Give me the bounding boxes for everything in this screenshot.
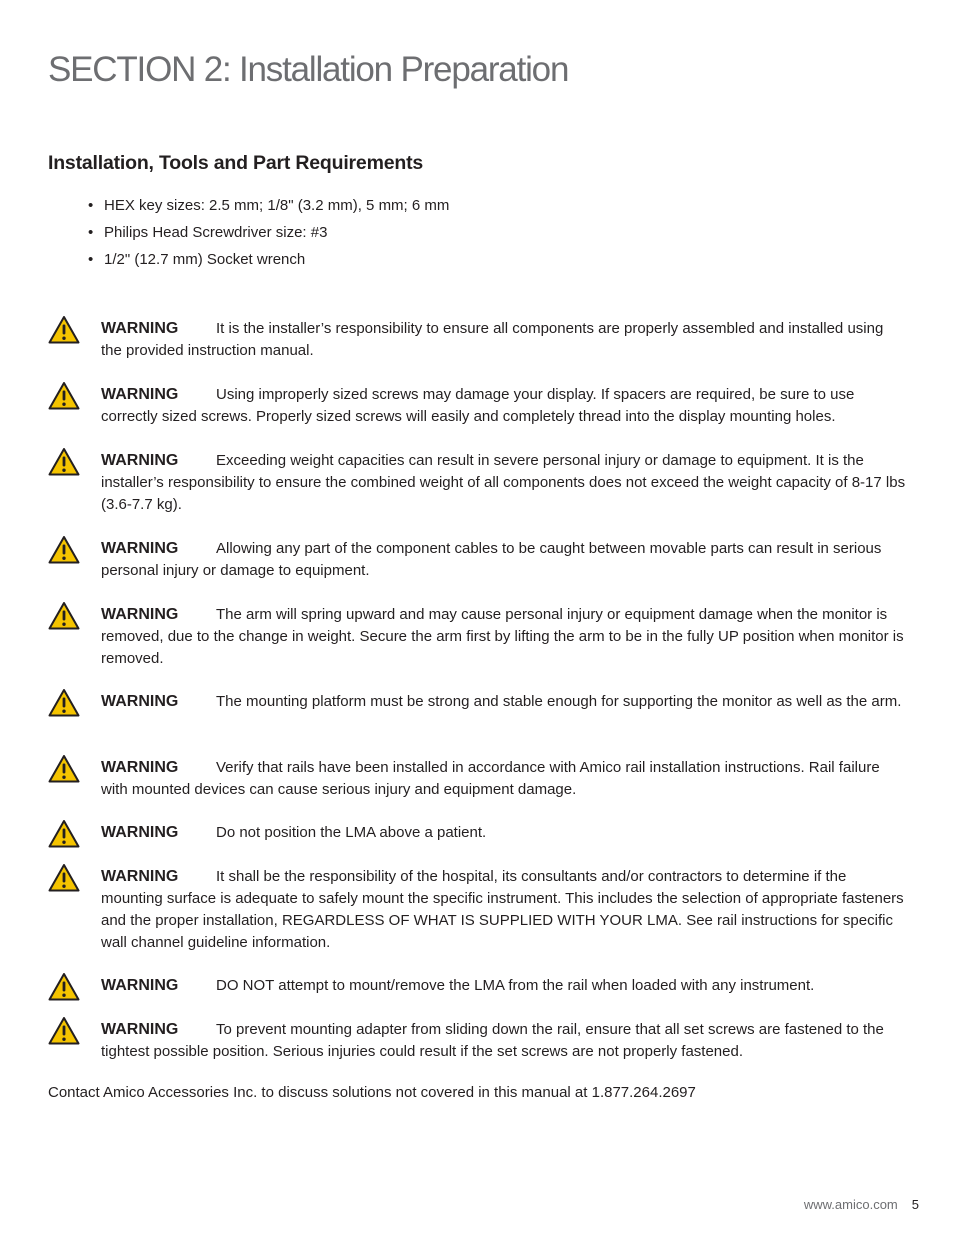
warning-text-block bbox=[101, 384, 908, 428]
warning-label: WARNING bbox=[101, 759, 179, 776]
warning-triangle-icon bbox=[48, 754, 80, 783]
warning-label: WARNING bbox=[101, 540, 179, 557]
warning-triangle-icon bbox=[48, 972, 80, 1001]
warning-item bbox=[48, 450, 908, 538]
tool-text: HEX key sizes: 2.5 mm; 1/8" (3.2 mm), 5 mm; 6 mm bbox=[104, 197, 450, 214]
warning-text: Verify that rails have been installed in accordance with Amico rail installation instructions. Rail failure with mounted devices can cause serious injury and equipment damage. bbox=[101, 759, 880, 798]
bullet: • bbox=[88, 197, 94, 214]
page-title: SECTION 2: Installation Preparation bbox=[48, 50, 569, 89]
warning-triangle-icon bbox=[48, 381, 80, 410]
tools-list bbox=[88, 195, 449, 276]
warning-item bbox=[48, 975, 908, 1019]
warning-item bbox=[48, 1019, 908, 1085]
warning-text-block bbox=[101, 822, 908, 844]
warning-triangle-icon bbox=[48, 315, 80, 344]
bullet: • bbox=[88, 224, 94, 241]
list-item bbox=[88, 249, 449, 276]
warning-label: WARNING bbox=[101, 693, 179, 710]
warning-text: Using improperly sized screws may damage your display. If spacers are required, be sure to use correctly sized screws. Properly sized screws will easily and completely thread into the display mounting holes. bbox=[101, 386, 855, 425]
warning-item bbox=[48, 822, 908, 866]
warning-label: WARNING bbox=[101, 606, 179, 623]
warning-triangle-icon bbox=[48, 688, 80, 717]
warning-item bbox=[48, 691, 908, 757]
warning-item bbox=[48, 866, 908, 975]
warning-label: WARNING bbox=[101, 320, 179, 337]
warning-triangle-icon bbox=[48, 601, 80, 630]
list-item bbox=[88, 195, 449, 222]
warning-text-block bbox=[101, 318, 908, 362]
warning-text-block bbox=[101, 757, 908, 801]
warning-text: Allowing any part of the component cables to be caught between movable parts can result in serious personal injury or damage to equipment. bbox=[101, 540, 882, 579]
warning-item bbox=[48, 318, 908, 384]
warning-label: WARNING bbox=[101, 452, 179, 469]
warning-triangle-icon bbox=[48, 863, 80, 892]
warning-text: DO NOT attempt to mount/remove the LMA from the rail when loaded with any instrument. bbox=[216, 977, 815, 994]
warning-label: WARNING bbox=[101, 868, 179, 885]
warning-item bbox=[48, 538, 908, 604]
tool-text: Philips Head Screwdriver size: #3 bbox=[104, 224, 328, 241]
section-heading: Installation, Tools and Part Requirements bbox=[48, 152, 424, 174]
warning-text: Exceeding weight capacities can result in severe personal injury or damage to equipment. It is the installer’s responsibility to ensure the combined weight of all components does not exceed the weight capacity of 8-17 lbs (3.6-7.7 kg). bbox=[101, 452, 906, 513]
warning-text: It shall be the responsibility of the hospital, its consultants and/or contractors to determine if the mounting surface is adequate to safely mount the specific instrument. This includes the selection of appropriate fasteners and the proper installation, REGARDLESS OF WHAT IS SUPPLIED WITH YOUR LMA. See rail instructions for specific wall channel guideline information. bbox=[101, 868, 904, 951]
contact-text: Contact Amico Accessories Inc. to discuss solutions not covered in this manual at 1.877.264.2697 bbox=[48, 1084, 696, 1101]
warning-text-block bbox=[101, 866, 908, 954]
warning-text-block bbox=[101, 975, 908, 997]
warning-text-block bbox=[101, 450, 908, 516]
warning-item bbox=[48, 757, 908, 822]
warning-label: WARNING bbox=[101, 1021, 179, 1038]
warning-text: The arm will spring upward and may cause personal injury or equipment damage when the monitor is removed, due to the change in weight. Secure the arm first by lifting the arm to be in the fully UP position when monitor is removed. bbox=[101, 606, 904, 667]
warning-triangle-icon bbox=[48, 535, 80, 564]
warning-text: Do not position the LMA above a patient. bbox=[216, 824, 487, 841]
warnings-list bbox=[48, 318, 908, 1085]
warning-item bbox=[48, 604, 908, 691]
page-footer bbox=[804, 1197, 919, 1212]
warning-label: WARNING bbox=[101, 386, 179, 403]
list-item bbox=[88, 222, 449, 249]
warning-label: WARNING bbox=[101, 824, 179, 841]
warning-text: The mounting platform must be strong and stable enough for supporting the monitor as well as the arm. bbox=[216, 693, 902, 710]
page-number: 5 bbox=[911, 1197, 919, 1212]
bullet: • bbox=[88, 251, 94, 268]
warning-text: To prevent mounting adapter from sliding down the rail, ensure that all set screws are fastened to the tightest possible position. Serious injuries could result if the set screws are not properly fastened. bbox=[101, 1021, 884, 1060]
warning-triangle-icon bbox=[48, 819, 80, 848]
warning-triangle-icon bbox=[48, 447, 80, 476]
website-text: www.amico.com bbox=[803, 1197, 898, 1212]
warning-text-block bbox=[101, 1019, 908, 1063]
warning-triangle-icon bbox=[48, 1016, 80, 1045]
warning-item bbox=[48, 384, 908, 450]
tool-text: 1/2" (12.7 mm) Socket wrench bbox=[104, 251, 306, 268]
warning-label: WARNING bbox=[101, 977, 179, 994]
warning-text: It is the installer’s responsibility to ensure all components are properly assembled and installed using the provided instruction manual. bbox=[101, 320, 884, 359]
warning-text-block bbox=[101, 604, 908, 670]
warning-text-block bbox=[101, 538, 908, 582]
warning-text-block bbox=[101, 691, 908, 713]
